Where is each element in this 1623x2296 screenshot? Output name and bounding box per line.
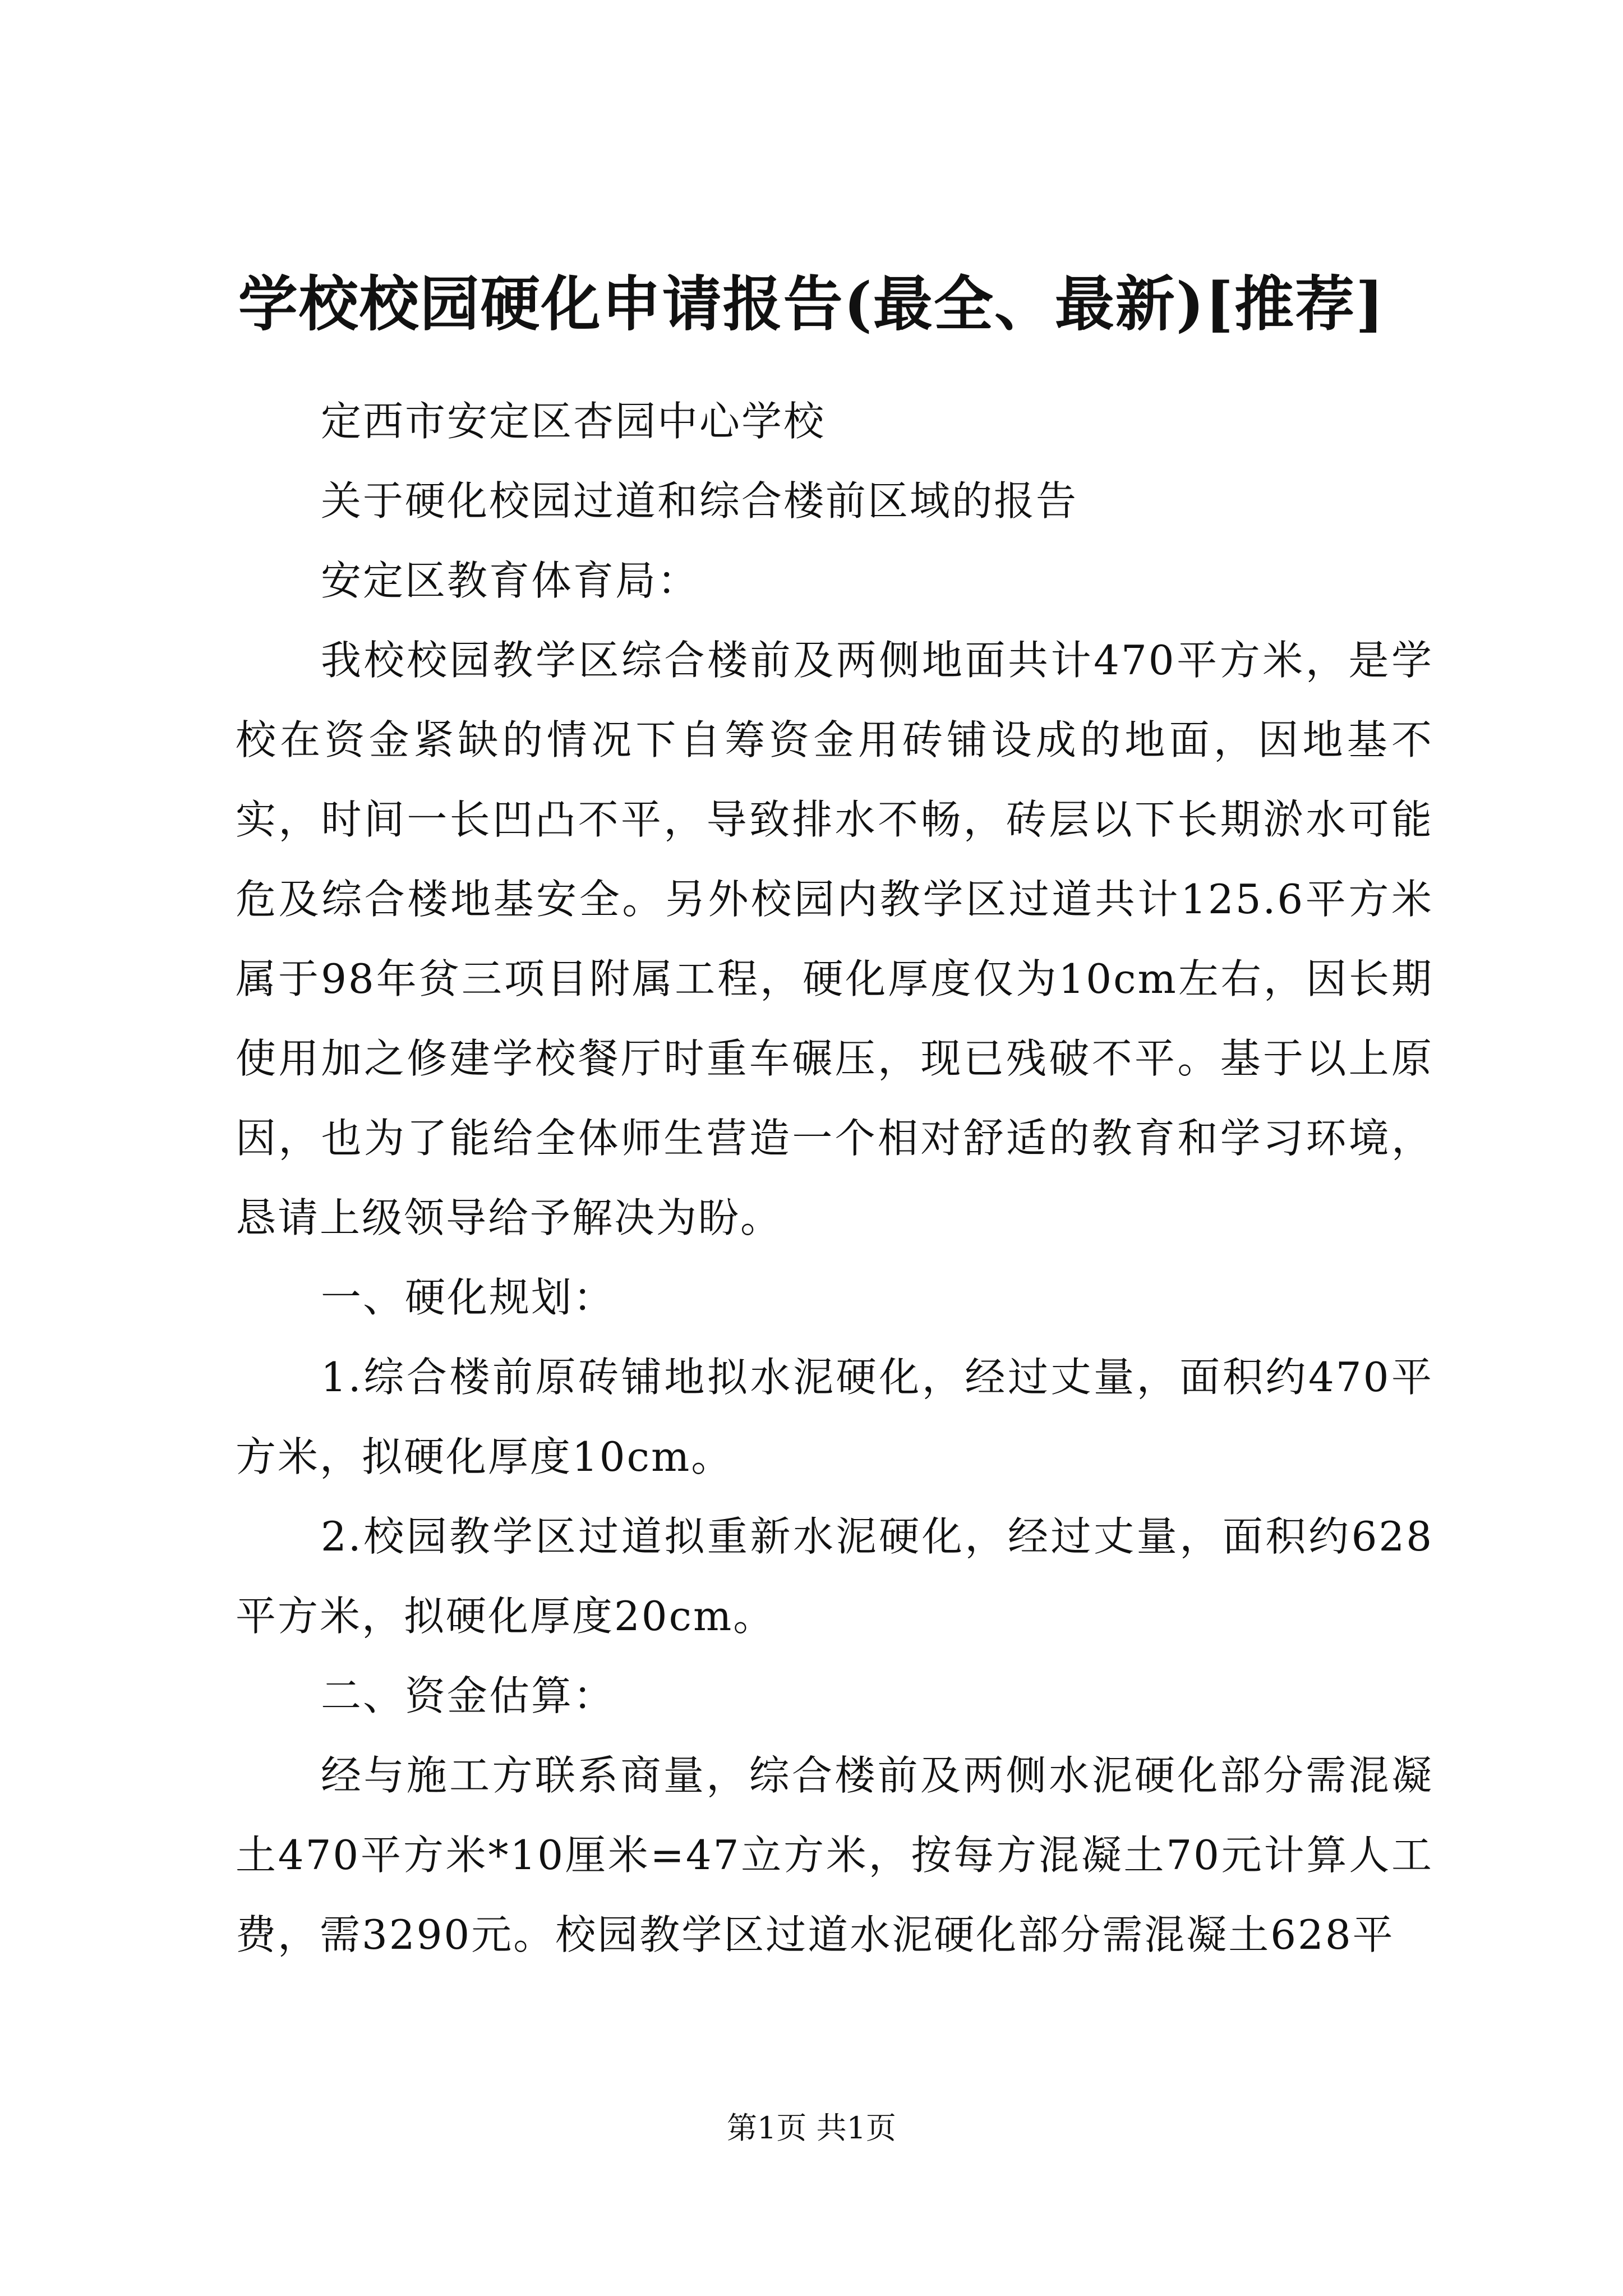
paragraph-report-subject: 关于硬化校园过道和综合楼前区域的报告 [321, 477, 1078, 524]
section-heading-budget: 二、资金估算： [321, 1672, 616, 1719]
document-body [236, 381, 1433, 1975]
document-title: 学校校园硬化申请报告(最全、最新)[推荐] [238, 269, 1385, 339]
paragraph-plan-item-1: 1.综合楼前原砖铺地拟水泥硬化，经过丈量，面积约470平方米，拟硬化厚度10cm。 [236, 1354, 1433, 1480]
paragraph-budget: 经与施工方联系商量，综合楼前及两侧水泥硬化部分需混凝土470平方米*10厘米=47立方米，按每方混凝土70元计算人工费，需3290元。校园教学区过道水泥硬化部分需混凝土628平 [236, 1752, 1433, 1958]
page-footer: 第1页 共1页 [727, 2110, 896, 2146]
paragraph-plan-item-2: 2.校园教学区过道拟重新水泥硬化，经过丈量，面积约628平方米，拟硬化厚度20cm。 [236, 1513, 1433, 1640]
paragraph-background: 我校校园教学区综合楼前及两侧地面共计470平方米，是学校在资金紧缺的情况下自筹资金用砖铺设成的地面，因地基不实，时间一长凹凸不平，导致排水不畅，砖层以下长期淤水可能危及综合楼地基安全。另外校园内教学区过道共计125.6平方米属于98年贫三项目附属工程，硬化厚度仅为10cm左右，因长期使用加之修建学校餐厅时重车碾压，现已残破不平。基于以上原因，也为了能给全体师生营造一个相对舒适的教育和学习环境，恳请上级领导给予解决为盼。 [236, 637, 1433, 1241]
paragraph-recipient: 安定区教育体育局： [321, 557, 700, 604]
section-heading-plan: 一、硬化规划： [321, 1274, 616, 1321]
paragraph-school-name: 定西市安定区杏园中心学校 [321, 398, 826, 445]
